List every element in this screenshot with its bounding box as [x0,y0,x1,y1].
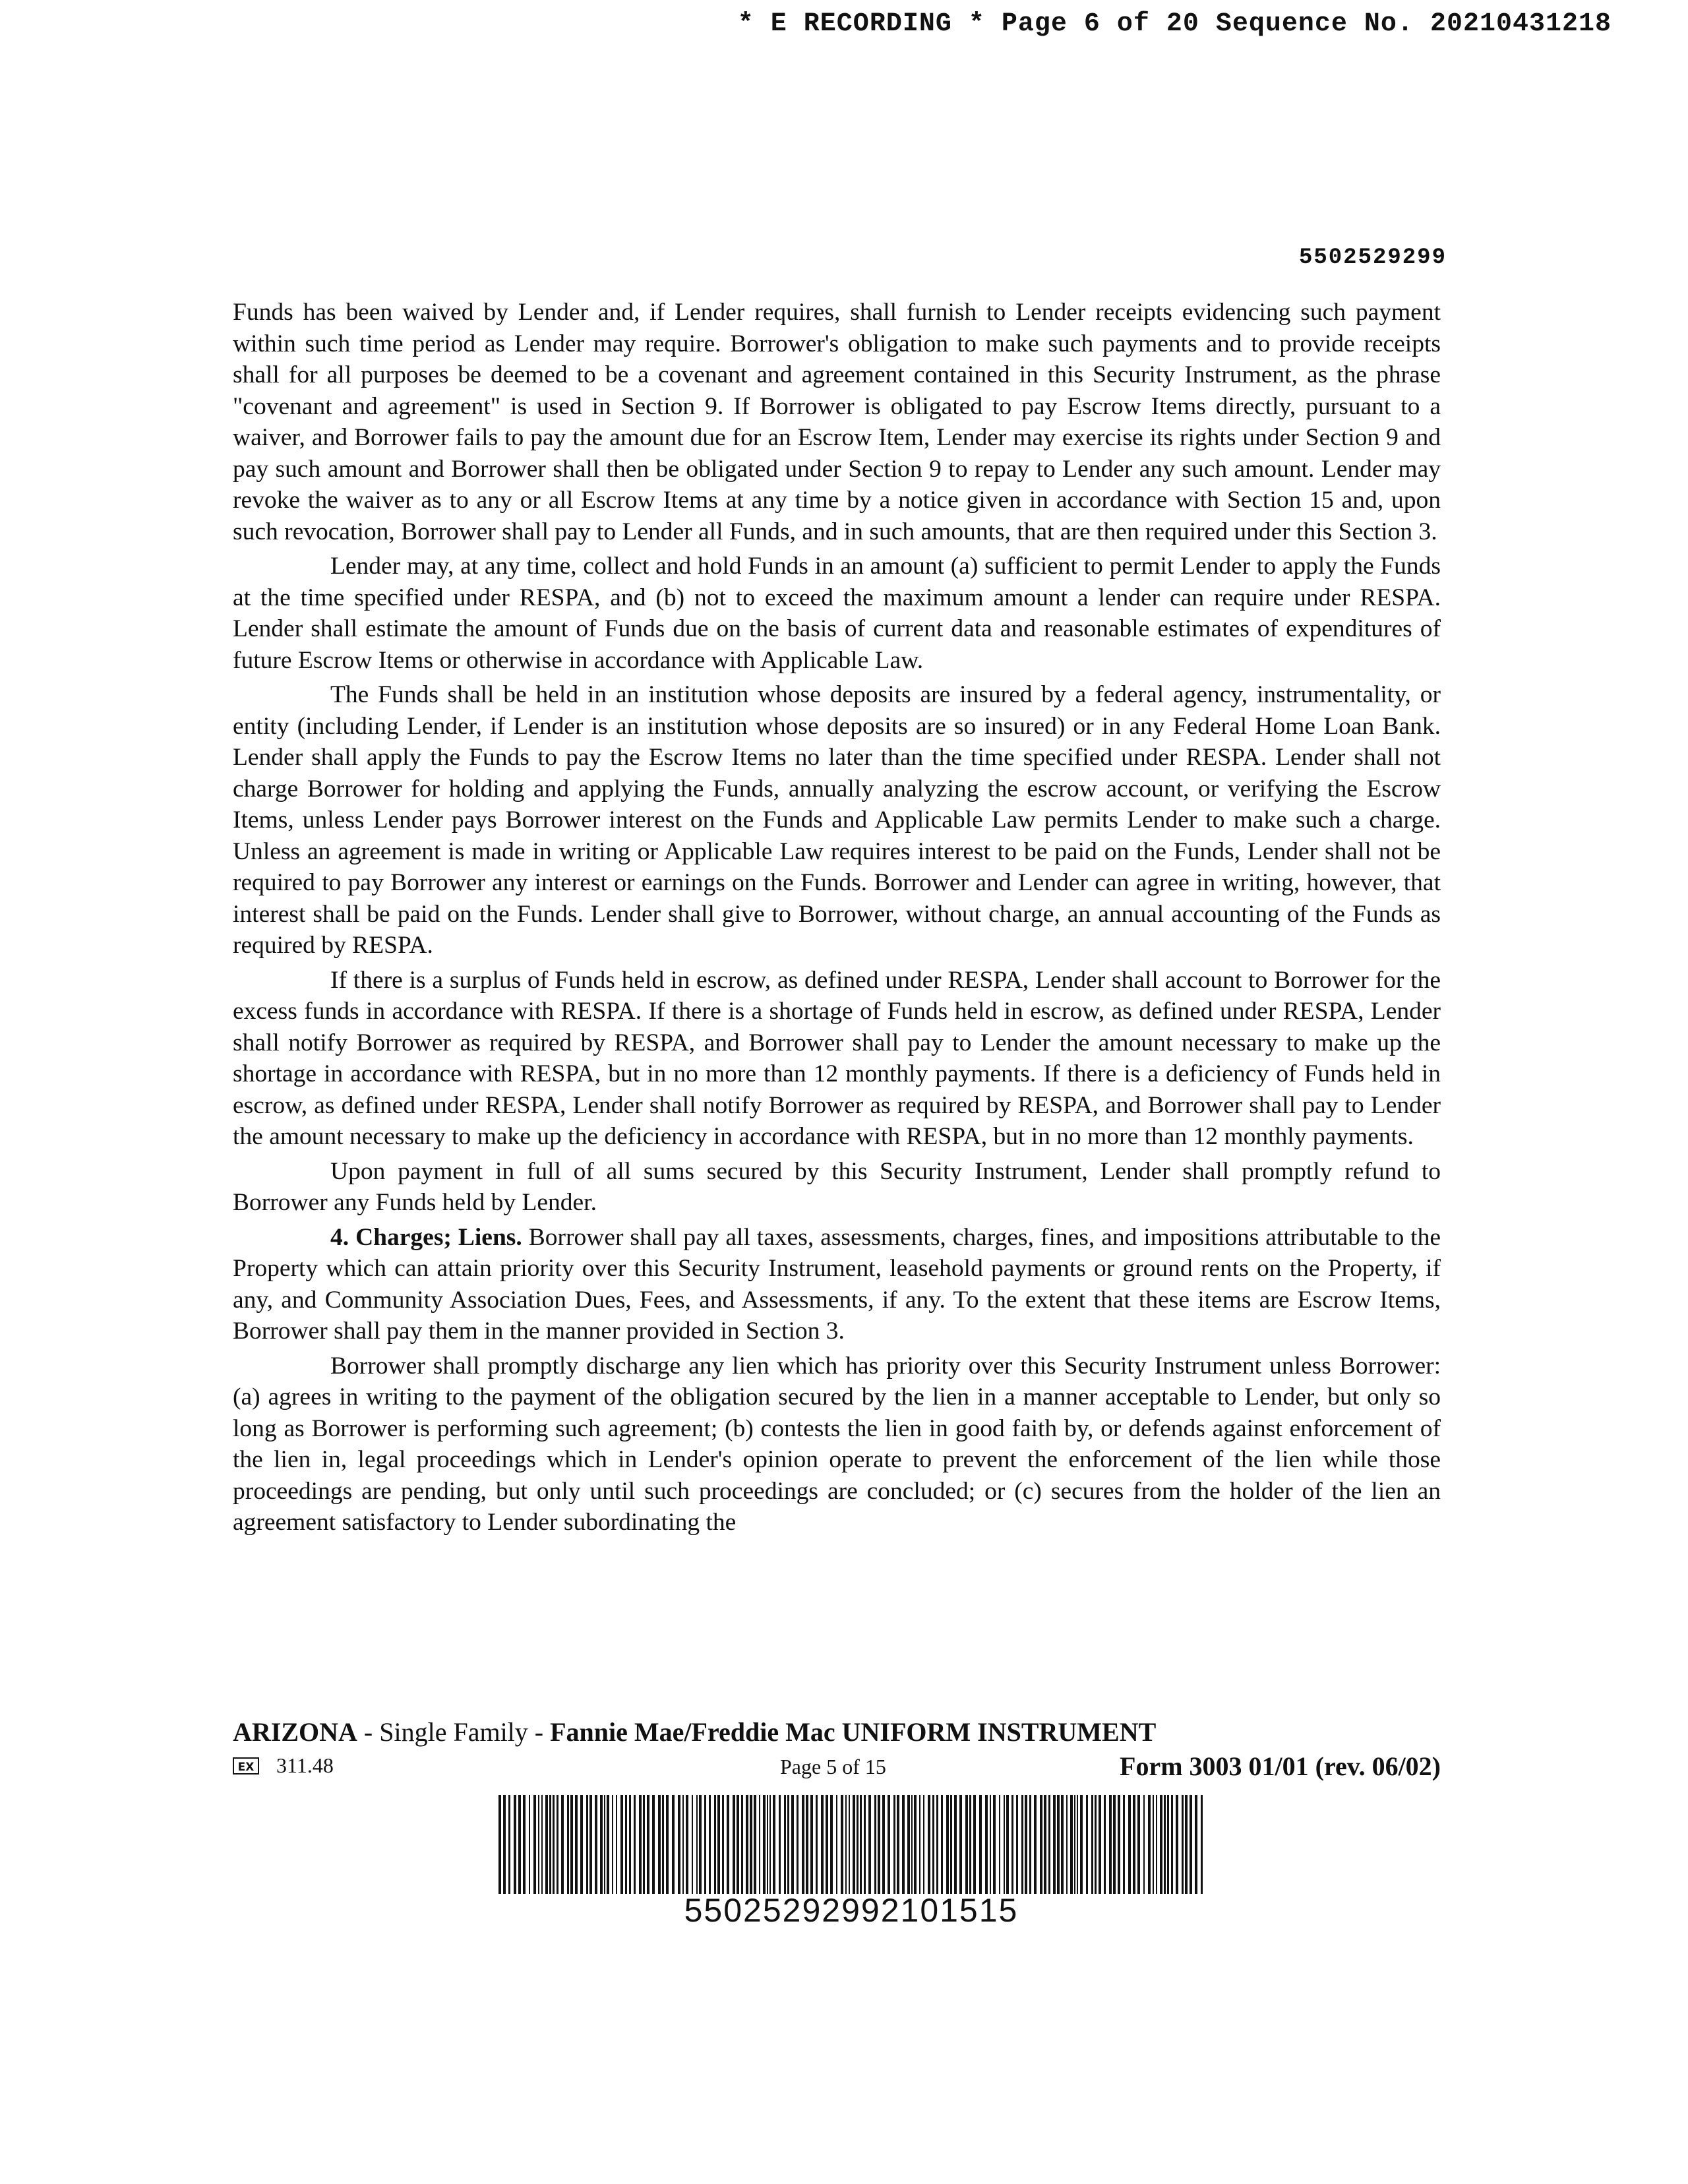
barcode-bar [779,1795,781,1894]
barcode-bar [1011,1795,1013,1894]
barcode-bar [932,1795,934,1894]
barcode-bar [1153,1795,1154,1894]
barcode-bar [523,1795,526,1894]
barcode-bar [882,1795,885,1894]
barcode-bar [1167,1795,1169,1894]
barcode-bar [1029,1795,1031,1894]
paragraph-text: Borrower shall pay all taxes, assessments, charges, fines, and impositions attributable to the Property which can attain priority over this Security Instrument, leasehold payments or ground rents on the Property, if any, and Community Association Dues, Fees, and Assessments, if any. To the extent that these items are Escrow Items, Borrower shall pay them in the manner provided in Section 3. [233,1223,1441,1345]
barcode-bar [769,1795,771,1894]
barcode-bar [529,1795,530,1894]
barcode-bar [1143,1795,1145,1894]
barcode-bar [518,1795,521,1894]
barcode-bar [620,1795,623,1894]
barcode-bar [541,1795,543,1894]
barcode-bar [941,1795,943,1894]
barcode-bar [1040,1795,1042,1894]
form-title [233,1716,1156,1747]
barcode-bar [784,1795,786,1894]
barcode-bar [1034,1795,1037,1894]
barcode-bar [634,1795,636,1894]
barcode-bar [1113,1795,1116,1894]
barcode-bar [965,1795,968,1894]
barcode-bar [1104,1795,1106,1894]
barcode-bar [1185,1795,1188,1894]
barcode-bar [1095,1795,1097,1894]
barcode-bar [816,1795,818,1894]
barcode-bar [1044,1795,1046,1894]
barcode-bar [533,1795,536,1894]
barcode-bar [514,1795,516,1894]
barcode-bar [580,1795,583,1894]
barcode-bar [1148,1795,1151,1894]
barcode-bar [561,1795,564,1894]
barcode-bar [545,1795,548,1894]
state-name: ARIZONA [233,1717,357,1747]
barcode-bar [914,1795,917,1894]
barcode-bar [1201,1795,1203,1894]
barcode-bar [849,1795,850,1894]
barcode-bar [841,1795,843,1894]
barcode-bar [1109,1795,1112,1894]
barcode-bar [1171,1795,1173,1894]
barcode-bar [1164,1795,1166,1894]
page-number: Page 5 of 15 [780,1755,886,1778]
barcode-bar [759,1795,760,1894]
barcode-bar [878,1795,880,1894]
barcode-bar [1176,1795,1178,1894]
barcode-bar [709,1795,711,1894]
barcode-bar [1133,1795,1135,1894]
barcode-bar [607,1795,609,1894]
barcode-bar [830,1795,833,1894]
barcode-bar [1118,1795,1120,1894]
barcode-bar [612,1795,613,1894]
barcode-bar [553,1795,555,1894]
barcode-bar [1048,1795,1050,1894]
barcode-bar [826,1795,828,1894]
barcode-bar [810,1795,813,1894]
barcode-bar [692,1795,693,1894]
barcode-bar [699,1795,702,1894]
barcode-bar [1091,1795,1093,1894]
barcode-bar [888,1795,890,1894]
barcode-bar [821,1795,824,1894]
barcode-number: 55025292992101515 [684,1892,1019,1929]
document-body [233,297,1441,1542]
barcode-bar [1128,1795,1131,1894]
barcode-bar [893,1795,895,1894]
barcode [496,1795,1207,1894]
section-heading: 4. Charges; Liens. [330,1223,522,1251]
barcode-bar [973,1795,976,1894]
barcode-bar [600,1795,603,1894]
recording-stamp: * E RECORDING * Page 6 of 20 Sequence No. 20210431218 [737,9,1612,39]
barcode-bar [1077,1795,1078,1894]
barcode-bar [639,1795,642,1894]
barcode-bar [498,1795,501,1894]
paragraph: If there is a surplus of Funds held in escrow, as defined under RESPA, Lender shall account to Borrower for the excess funds in accordance with RESPA. If there is a shortage of Funds held in escrow, as defined under RESPA, Lender shall notify Borrower as required by RESPA, and Borrower shall pay to Lender the amount necessary to make up the shortage in accordance with RESPA, but in no more than 12 monthly payments. If there is a deficiency of Funds held in escrow, as defined under RESPA, Lender shall notify Borrower as required by RESPA, and Borrower shall pay to Lender the amount necessary to make up the deficiency in accordance with RESPA, but in no more than 12 monthly payments. [233,966,1441,1150]
barcode-bar [696,1795,698,1894]
barcode-bar [717,1795,720,1894]
barcode-bar [864,1795,866,1894]
barcode-bar [802,1795,804,1894]
paragraph: Upon payment in full of all sums secured by this Security Instrument, Lender shall promptly refund to Borrower any Funds held by Lender. [233,1157,1441,1216]
barcode-bar [1137,1795,1140,1894]
barcode-bar [557,1795,558,1894]
barcode-bar [1074,1795,1075,1894]
barcode-bar [508,1795,510,1894]
instrument-name: Fannie Mae/Freddie Mac UNIFORM INSTRUMENT [550,1717,1157,1747]
title-separator: - Single Family - [357,1717,551,1747]
barcode-bar [806,1795,808,1894]
barcode-bar [1182,1795,1184,1894]
barcode-bar [845,1795,847,1894]
barcode-bar [836,1795,837,1894]
barcode-bar [868,1795,871,1894]
barcode-bar [647,1795,649,1894]
barcode-bar [763,1795,766,1894]
barcode-bar [643,1795,645,1894]
barcode-bar [853,1795,855,1894]
barcode-bar [604,1795,605,1894]
barcode-bar [791,1795,794,1894]
barcode-bar [1006,1795,1009,1894]
barcode-bar [662,1795,664,1894]
barcode-bar [1066,1795,1068,1894]
barcode-bar [797,1795,799,1894]
barcode-bar [1053,1795,1056,1894]
barcode-bar [589,1795,592,1894]
barcode-bar [575,1795,578,1894]
barcode-bar [767,1795,768,1894]
barcode-bar [1025,1795,1027,1894]
barcode-bar [586,1795,588,1894]
barcode-bar [629,1795,631,1894]
barcode-bar [923,1795,924,1894]
paragraph [233,1222,1441,1347]
barcode-bar [1070,1795,1073,1894]
barcode-bar [750,1795,752,1894]
barcode-bar [857,1795,859,1894]
loan-number: 5502529299 [1298,245,1447,270]
barcode-bar [936,1795,938,1894]
barcode-bar [733,1795,735,1894]
barcode-bar [1195,1795,1197,1894]
barcode-bar [549,1795,551,1894]
barcode-bar [990,1795,991,1894]
barcode-bar [746,1795,748,1894]
form-number: Form 3003 01/01 (rev. 06/02) [1120,1751,1441,1781]
barcode-bar [595,1795,597,1894]
barcode-bar [616,1795,617,1894]
footer-row [233,1751,1441,1784]
barcode-bar [714,1795,716,1894]
barcode-bar [658,1795,661,1894]
ex-logo-icon: EX [233,1757,259,1774]
barcode-bar [678,1795,680,1894]
barcode-bar [946,1795,949,1894]
barcode-bar [1021,1795,1023,1894]
barcode-bar [1099,1795,1101,1894]
barcode-bar [911,1795,913,1894]
barcode-bar [503,1795,506,1894]
paragraph: Lender may, at any time, collect and hold Funds in an amount (a) sufficient to permit Lender to apply the Funds at the time specified under RESPA, and (b) not to exceed the maximum amount a lender can require under RESPA. Lender shall estimate the amount of Funds due on the basis of current data and reasonable estimates of expenditures of future Escrow Items or otherwise in accordance with Applicable Law. [233,553,1441,674]
barcode-bar [919,1795,920,1894]
paragraph: Funds has been waived by Lender and, if Lender requires, shall furnish to Lender receipts evidencing such payment within such time period as Lender may require. Borrower's obligation to make such payments and to provide receipts shall for all purposes be deemed to be a covenant and agreement contained in this Security Instrument, as the phrase "covenant and agreement" is used in Section 9. If Borrower is obligated to pay Escrow Items directly, pursuant to a waiver, and Borrower fails to pay the amount due for an Escrow Item, Lender may exercise its rights under Section 9 and pay such amount and Borrower shall then be obligated under Section 9 to repay to Lender any such amount. Lender may revoke the waiver as to any or all Escrow Items at any time by a notice given in accordance with Section 15 and, upon such revocation, Borrower shall pay to Lender all Funds, and in such amounts, that are then required under this Section 3. [233,299,1441,545]
barcode-bar [1057,1795,1060,1894]
barcode-bar [950,1795,952,1894]
barcode-bar [999,1795,1000,1894]
barcode-bar [682,1795,684,1894]
barcode-bar [773,1795,775,1894]
barcode-bar [1190,1795,1192,1894]
barcode-bar [704,1795,706,1894]
barcode-bar [754,1795,756,1894]
barcode-bar [993,1795,996,1894]
barcode-bar [652,1795,655,1894]
barcode-bar [954,1795,957,1894]
barcode-bar [787,1795,789,1894]
barcode-bar [567,1795,569,1894]
barcode-bar [902,1795,905,1894]
barcode-bar [625,1795,627,1894]
barcode-bar [570,1795,573,1894]
barcode-bar [727,1795,729,1894]
barcode-bar [959,1795,962,1894]
paragraph: The Funds shall be held in an institution whose deposits are insured by a federal agency, instrumentality, or entity (including Lender, if Lender is an institution whose deposits are so insured) or in any Federal Home Loan Bank. Lender shall apply the Funds to pay the Escrow Items no later than the time specified under RESPA. Lender shall not charge Borrower for holding and applying the Funds, annually analyzing the escrow account, or verifying the Escrow Items, unless Lender pays Borrower interest on the Funds and Applicable Law permits Lender to make such a charge. Unless an agreement is made in writing or Applicable Law requires interest to be paid on the Funds, Lender shall not be required to pay Borrower any interest or earnings on the Funds. Borrower and Lender can agree in writing, however, that interest shall be paid on the Funds. Lender shall give to Borrower, without charge, an annual accounting of the Funds as required by RESPA. [233,681,1441,959]
barcode-bar [928,1795,930,1894]
barcode-bar [538,1795,539,1894]
barcode-bar [985,1795,988,1894]
barcode-bar [969,1795,971,1894]
barcode-bar [979,1795,982,1894]
barcode-bar [897,1795,899,1894]
form-code: 311.48 [276,1753,334,1777]
barcode-bar [1061,1795,1064,1894]
barcode-bar [686,1795,688,1894]
barcode-bar [1086,1795,1088,1894]
barcode-bar [874,1795,876,1894]
barcode-bar [1080,1795,1083,1894]
barcode-bar [1016,1795,1018,1894]
barcode-bar [1160,1795,1162,1894]
barcode-bar [741,1795,743,1894]
barcode-bar [666,1795,669,1894]
barcode-bar [907,1795,910,1894]
barcode-bar [1156,1795,1157,1894]
barcode-bar [737,1795,739,1894]
barcode-bar [860,1795,862,1894]
barcode-bar [1004,1795,1005,1894]
barcode-bar [722,1795,724,1894]
paragraph: Borrower shall promptly discharge any lien which has priority over this Security Instrument unless Borrower: (a) agrees in writing to the payment of the obligation secured by the lien in a manner acceptable to Lender, but only so long as Borrower is performing such agreement; (b) contests the lien in good faith by, or defends against enforcement of the lien in, legal proceedings which in Lender's opinion operate to prevent the enforcement of the lien while those proceedings are pending, but only until such proceedings are concluded; or (c) secures from the holder of the lien an agreement satisfactory to Lender subordinating the [233,1352,1441,1536]
barcode-bar [672,1795,675,1894]
barcode-bar [1123,1795,1125,1894]
